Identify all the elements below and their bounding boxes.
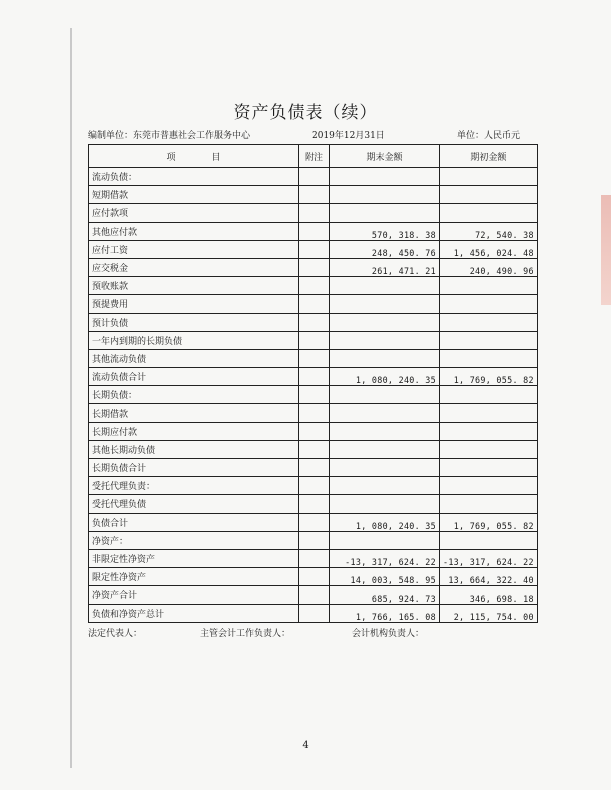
row-begin-amount <box>440 386 538 404</box>
row-note <box>299 549 330 567</box>
row-label: 流动负债合计 <box>89 368 299 386</box>
table-row <box>89 168 538 186</box>
table-row <box>89 404 538 422</box>
row-note <box>299 513 330 531</box>
row-note <box>299 404 330 422</box>
row-end-amount <box>330 349 440 367</box>
page-binding-edge <box>70 28 72 768</box>
row-begin-amount <box>440 204 538 222</box>
row-end-amount <box>330 531 440 549</box>
table-row <box>89 313 538 331</box>
row-begin-amount <box>440 422 538 440</box>
row-label: 长期应付款 <box>89 422 299 440</box>
table-row <box>89 549 538 567</box>
table-row <box>89 459 538 477</box>
preparing-unit: 编制单位：东莞市普惠社会工作服务中心 <box>88 131 251 141</box>
row-label: 净资产： <box>89 531 299 549</box>
row-begin-amount <box>440 459 538 477</box>
table-row <box>89 258 538 276</box>
table-row <box>89 331 538 349</box>
row-label: 应付工资 <box>89 240 299 258</box>
row-end-amount: 1, 080, 240. 35 <box>330 368 440 386</box>
table-row <box>89 386 538 404</box>
row-label: 净资产合计 <box>89 586 299 604</box>
row-label: 负债合计 <box>89 513 299 531</box>
table-row <box>89 586 538 604</box>
row-end-amount <box>330 495 440 513</box>
row-end-amount: 1, 766, 165. 08 <box>330 604 440 622</box>
row-end-amount: 261, 471. 21 <box>330 258 440 276</box>
table-row <box>89 240 538 258</box>
row-begin-amount <box>440 295 538 313</box>
row-end-amount <box>330 186 440 204</box>
header-item: 项 目 <box>89 145 299 168</box>
row-end-amount <box>330 168 440 186</box>
seal-fragment <box>601 195 611 305</box>
row-end-amount <box>330 422 440 440</box>
row-label: 负债和净资产总计 <box>89 604 299 622</box>
row-note <box>299 459 330 477</box>
table-row <box>89 277 538 295</box>
row-begin-amount: 72, 540. 38 <box>440 222 538 240</box>
row-end-amount: 1, 080, 240. 35 <box>330 513 440 531</box>
row-end-amount <box>330 313 440 331</box>
row-note <box>299 568 330 586</box>
legal-representative-label: 法定代表人： <box>88 629 143 639</box>
table-row <box>89 513 538 531</box>
row-note <box>299 349 330 367</box>
row-begin-amount <box>440 331 538 349</box>
row-begin-amount: -13, 317, 624. 22 <box>440 549 538 567</box>
row-note <box>299 277 330 295</box>
balance-sheet-table <box>88 144 538 623</box>
row-label: 流动负债： <box>89 168 299 186</box>
row-label: 受托代理负责： <box>89 477 299 495</box>
table-row <box>89 422 538 440</box>
table-row <box>89 186 538 204</box>
table-row <box>89 204 538 222</box>
row-label: 其他流动负债 <box>89 349 299 367</box>
table-row <box>89 604 538 622</box>
page-number: 4 <box>302 740 309 751</box>
row-label: 非限定性净资产 <box>89 549 299 567</box>
row-note <box>299 495 330 513</box>
page-title: 资产负债表（续） <box>233 103 378 123</box>
row-label: 受托代理负债 <box>89 495 299 513</box>
row-begin-amount <box>440 313 538 331</box>
row-begin-amount <box>440 404 538 422</box>
row-label: 预计负债 <box>89 313 299 331</box>
row-end-amount <box>330 477 440 495</box>
header-end-amount: 期末金额 <box>330 145 440 168</box>
row-end-amount: -13, 317, 624. 22 <box>330 549 440 567</box>
row-end-amount <box>330 277 440 295</box>
row-begin-amount <box>440 477 538 495</box>
row-label: 预收账款 <box>89 277 299 295</box>
row-label: 一年内到期的长期负债 <box>89 331 299 349</box>
table-row <box>89 368 538 386</box>
row-end-amount <box>330 404 440 422</box>
row-end-amount: 570, 318. 38 <box>330 222 440 240</box>
table-row <box>89 222 538 240</box>
row-begin-amount <box>440 440 538 458</box>
row-end-amount <box>330 331 440 349</box>
row-label: 应交税金 <box>89 258 299 276</box>
accounting-dept-label: 会计机构负责人： <box>352 629 425 639</box>
row-note <box>299 386 330 404</box>
row-label: 其他应付款 <box>89 222 299 240</box>
row-note <box>299 422 330 440</box>
report-date: 2019年12月31日 <box>312 131 385 141</box>
row-note <box>299 222 330 240</box>
row-label: 其他长期动负债 <box>89 440 299 458</box>
currency-unit: 单位：人民币元 <box>457 131 521 141</box>
table-row <box>89 349 538 367</box>
row-end-amount: 14, 003, 548. 95 <box>330 568 440 586</box>
row-begin-amount: 13, 664, 322. 40 <box>440 568 538 586</box>
header-begin-amount: 期初金额 <box>440 145 538 168</box>
row-label: 长期负债合计 <box>89 459 299 477</box>
row-label: 应付款项 <box>89 204 299 222</box>
row-begin-amount <box>440 277 538 295</box>
table-header-row <box>89 145 538 168</box>
row-note <box>299 313 330 331</box>
row-note <box>299 440 330 458</box>
row-note <box>299 477 330 495</box>
row-note <box>299 168 330 186</box>
row-end-amount <box>330 459 440 477</box>
row-label: 短期借款 <box>89 186 299 204</box>
row-end-amount <box>330 204 440 222</box>
row-begin-amount: 2, 115, 754. 00 <box>440 604 538 622</box>
row-end-amount: 248, 450. 76 <box>330 240 440 258</box>
table-row <box>89 295 538 313</box>
row-note <box>299 295 330 313</box>
row-begin-amount <box>440 495 538 513</box>
row-end-amount <box>330 295 440 313</box>
row-label: 预提费用 <box>89 295 299 313</box>
row-begin-amount <box>440 168 538 186</box>
table-row <box>89 477 538 495</box>
row-label: 限定性净资产 <box>89 568 299 586</box>
row-note <box>299 204 330 222</box>
row-begin-amount: 240, 490. 96 <box>440 258 538 276</box>
row-note <box>299 368 330 386</box>
row-note <box>299 604 330 622</box>
header-note: 附注 <box>299 145 330 168</box>
row-note <box>299 186 330 204</box>
table-row <box>89 568 538 586</box>
table-row <box>89 531 538 549</box>
row-begin-amount <box>440 531 538 549</box>
table-row <box>89 440 538 458</box>
row-note <box>299 258 330 276</box>
row-begin-amount <box>440 349 538 367</box>
row-begin-amount: 1, 456, 024. 48 <box>440 240 538 258</box>
row-end-amount <box>330 440 440 458</box>
row-begin-amount: 1, 769, 055. 82 <box>440 368 538 386</box>
row-end-amount: 685, 924. 73 <box>330 586 440 604</box>
accounting-head-label: 主管会计工作负责人： <box>200 629 291 639</box>
row-note <box>299 586 330 604</box>
row-end-amount <box>330 386 440 404</box>
row-begin-amount: 1, 769, 055. 82 <box>440 513 538 531</box>
row-note <box>299 531 330 549</box>
row-label: 长期借款 <box>89 404 299 422</box>
row-note <box>299 240 330 258</box>
row-begin-amount: 346, 698. 18 <box>440 586 538 604</box>
row-label: 长期负债： <box>89 386 299 404</box>
row-note <box>299 331 330 349</box>
table-row <box>89 495 538 513</box>
row-begin-amount <box>440 186 538 204</box>
